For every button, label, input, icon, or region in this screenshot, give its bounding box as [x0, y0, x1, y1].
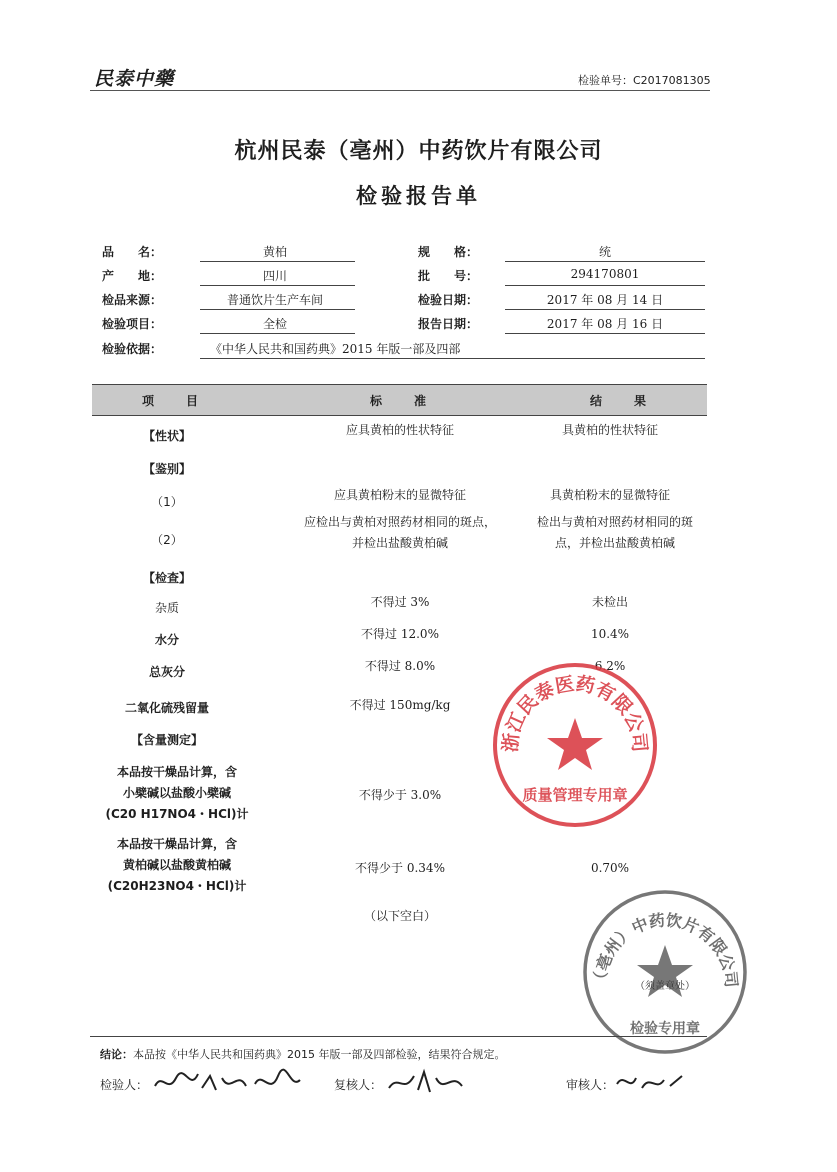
- report-date-label: 报告日期：: [418, 317, 479, 331]
- spec-value: 统: [598, 245, 611, 259]
- source-value: 普通饮片生产车间: [226, 293, 323, 307]
- column-header-standard: 标 准: [370, 394, 437, 408]
- spec-label: 规 格：: [418, 245, 479, 259]
- footer-divider: [90, 1036, 707, 1037]
- star-icon: [547, 718, 603, 770]
- table-row-item: 总灰分: [148, 665, 185, 679]
- seal-arc-text: （亳州）中药饮片有限公司: [590, 910, 741, 989]
- underline: [200, 333, 355, 334]
- column-header-item: 项 目: [142, 394, 209, 408]
- item-value: 全检: [262, 317, 287, 331]
- table-row-result: 0.70%: [590, 861, 630, 875]
- auditor-signature: [612, 1064, 692, 1098]
- table-row-standard: 并检出盐酸黄柏碱: [351, 536, 448, 550]
- underline: [200, 285, 355, 286]
- table-row-standard: 不得过 150mg/kg: [349, 698, 451, 712]
- seal-arc-text: 浙江民泰医药有限公司: [499, 672, 651, 754]
- table-row-item: 黄柏碱以盐酸黄柏碱: [122, 858, 231, 872]
- table-row-result: 6.2%: [594, 659, 626, 673]
- conclusion-text: 本品按《中华人民共和国药典》2015 年版一部及四部检验，结果符合规定。: [133, 1048, 506, 1061]
- reviewer-label: 复核人：: [334, 1078, 383, 1092]
- underline: [200, 309, 355, 310]
- underline: [505, 261, 705, 262]
- seal-subtext: 检验专用章: [630, 1021, 700, 1037]
- batch-value: 294170801: [570, 267, 640, 281]
- conclusion-label: 结论：: [100, 1048, 133, 1061]
- table-row-item: 【检查】: [142, 571, 191, 585]
- table-row-result: 10.4%: [590, 627, 630, 641]
- inspect-date-value: 2017 年 08 月 14 日: [546, 293, 664, 307]
- underline: [505, 285, 705, 286]
- company-logo: 民泰中藥: [94, 68, 175, 90]
- table-row-result: 未检出: [591, 595, 628, 609]
- table-row-item: 小檗碱以盐酸小檗碱: [122, 786, 231, 800]
- quality-seal-stamp: [490, 660, 660, 830]
- table-row-standard: 不得过 8.0%: [364, 659, 436, 673]
- conclusion: [100, 1046, 506, 1062]
- column-header-result: 结 果: [590, 394, 657, 408]
- inspector-label: 检验人：: [100, 1078, 149, 1092]
- origin-value: 四川: [262, 269, 287, 283]
- table-row-standard: 应具黄柏的性状特征: [345, 423, 454, 437]
- table-row-standard: 应检出与黄柏对照药材相同的斑点，: [303, 515, 496, 529]
- company-name: 杭州民泰（亳州）中药饮片有限公司: [234, 139, 603, 164]
- product-name-value: 黄柏: [262, 245, 287, 259]
- table-row-item: 【性状】: [142, 429, 191, 443]
- table-row-standard: 不得过 12.0%: [361, 627, 439, 641]
- report-date-value: 2017 年 08 月 16 日: [546, 317, 664, 331]
- auditor-label: 审核人：: [566, 1078, 615, 1092]
- table-row-item: 杂质: [154, 601, 179, 615]
- blank-note: （以下空白）: [363, 909, 436, 923]
- table-row-result: 具黄柏的性状特征: [561, 423, 658, 437]
- seal-subtext: 质量管理专用章: [522, 786, 628, 804]
- seal-note: （须盖章处）: [635, 981, 695, 992]
- table-row-result: 检出与黄柏对照药材相同的斑: [536, 515, 693, 529]
- basis-label: 检验依据：: [102, 342, 163, 356]
- table-row-standard: 不得过 3%: [370, 595, 430, 609]
- table-row-standard: 不得少于 3.0%: [358, 788, 442, 802]
- underline: [200, 358, 705, 359]
- table-row-item: (C20 H17NO4・HCl)计: [105, 807, 249, 821]
- header-divider: [90, 90, 710, 91]
- underline: [200, 261, 355, 262]
- table-row-item: （1）: [151, 495, 183, 509]
- report-number: 检验单号：C2017081305: [578, 74, 711, 87]
- underline: [505, 333, 705, 334]
- origin-label: 产 地：: [102, 269, 163, 283]
- table-row-standard: 应具黄柏粉末的显微特征: [333, 488, 466, 502]
- table-row-item: 【含量测定】: [130, 733, 203, 747]
- batch-label: 批 号：: [418, 269, 479, 283]
- table-row-standard: 不得少于 0.34%: [355, 861, 445, 875]
- underline: [505, 309, 705, 310]
- table-row-item: 二氧化硫残留量: [124, 701, 209, 715]
- table-row-item: （2）: [151, 533, 183, 547]
- table-row-item: 水分: [154, 633, 179, 647]
- item-label: 检验项目：: [102, 317, 163, 331]
- table-row-item: 本品按干燥品计算，含: [116, 765, 237, 779]
- table-row-item: 【鉴别】: [142, 462, 191, 476]
- product-name-label: 品 名：: [102, 245, 163, 259]
- reviewer-signature: [384, 1064, 474, 1100]
- inspector-signature: [150, 1064, 310, 1100]
- source-label: 检品来源：: [102, 293, 163, 307]
- table-row-result: 具黄柏粉末的显微特征: [549, 488, 670, 502]
- inspect-date-label: 检验日期：: [418, 293, 479, 307]
- table-row-item: (C20H23NO4・HCl)计: [107, 879, 247, 893]
- table-row-item: 本品按干燥品计算，含: [116, 837, 237, 851]
- inspection-seal-stamp: [578, 885, 753, 1060]
- basis-value: 《中华人民共和国药典》2015 年版一部及四部: [210, 342, 461, 356]
- document-title: 检验报告单: [356, 184, 481, 208]
- table-row-result: 点，并检出盐酸黄柏碱: [554, 536, 675, 550]
